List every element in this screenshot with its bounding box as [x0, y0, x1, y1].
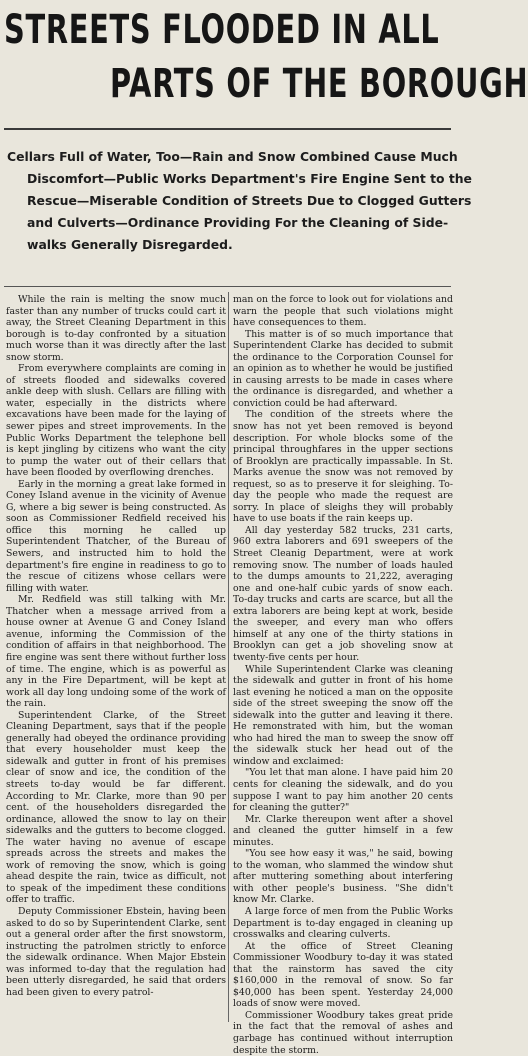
headline-line-2: PARTS OF THE BOROUGH	[110, 61, 528, 107]
headline-rule	[4, 128, 451, 130]
deck-line: Discomfort—Public Works Department's Fire Engine Sent to the	[27, 171, 472, 186]
paragraph: Deputy Commissioner Ebstein, having been asked to do so by Superintendent Clarke, sent out a general order after the first snowstorm, instructing the patrolmen strictly to enforce the sidewalk ordinance. When Major Ebstein was informed to-day that the regulation had been utterly disregarded, he said that orders had been given to every patrol-	[6, 905, 226, 998]
column-divider	[228, 292, 229, 1022]
paragraph: The condition of the streets where the snow has not yet been removed is beyond description. For whole blocks some of the principal throughfares in the upper sections of Brooklyn are practically impassable. In St. Marks avenue the snow was not removed by request, so as to preserve it for sleighing. To-day the people who made the request are sorry. In place of sleighs they will probably have to use boats if the rain keeps up.	[233, 409, 453, 525]
article-column-right	[233, 294, 453, 1056]
deck-line: and Culverts—Ordinance Providing For the Cleaning of Side-	[27, 215, 449, 230]
deck-line: Rescue—Miserable Condition of Streets Due to Clogged Gutters	[27, 193, 472, 208]
paragraph: Mr. Redfield was still talking with Mr. Thatcher when a message arrived from a house owner at Avenue G and Coney Island avenue, informing the Commission of the condition of affairs in that neighborhood. The fire engine was sent there without further loss of time. The engine, which is as powerful as any in the Fire Department, will be kept at work all day long undoing some of the work of the rain.	[6, 594, 226, 710]
article-column-left	[6, 294, 226, 1022]
paragraph: man on the force to look out for violations and warn the people that such violations might have consequences to them.	[233, 294, 453, 329]
paragraph: Commissioner Woodbury takes great pride in the fact that the removal of ashes and garbage has continued without interruption despite the storm.	[233, 1009, 453, 1056]
paragraph: Superintendent Clarke, of the Street Cleaning Department, says that if the people generally had obeyed the ordinance providing that every householder must keep the sidewalk and gutter in front of his premises clear of snow and ice, the condition of the streets to-day would be far different. According to Mr. Clarke, more than 90 per cent. of the householders disregarded the ordinance, allowed the snow to lay on their sidewalks and the gutters to become clogged. The water having no avenue of escape spreads across the streets and makes the work of removing the snow, which is going ahead despite the rain, twice as difficult, not to speak of the impediment these conditions offer to traffic.	[6, 709, 226, 906]
paragraph: From everywhere complaints are coming in of streets flooded and sidewalks covered ankle deep with slush. Cellars are filling with water, especially in the districts where excavations have been made for the laying of sewer pipes and street improvements. In the Public Works Department the telephone bell is kept jingling by citizens who want the city to pump the water out of their cellars that have been flooded by overflowing drenches.	[6, 363, 226, 479]
paragraph: This matter is of so much importance that Superintendent Clarke has decided to submit the ordinance to the Corporation Counsel for an opinion as to whether he would be justified in causing arrests to be made in cases where the ordinance is disregarded, and whether a conviction could be had afterward.	[233, 328, 453, 409]
paragraph: Early in the morning a great lake formed in Coney Island avenue in the vicinity of Avenue G, where a big sewer is being constructed. As soon as Commissioner Redfield received his office this morning he called up Superintendent Thatcher, of the Bureau of Sewers, and instructed him to hold the department's fire engine in readiness to go to the rescue of citizens whose cellars were filling with water.	[6, 478, 226, 594]
deck-line: walks Generally Disregarded.	[27, 237, 233, 252]
paragraph: All day yesterday 582 trucks, 231 carts, 960 extra laborers and 691 sweepers of the Street Cleanig Department, were at work removing snow. The number of loads hauled to the dumps amounts to 21,222, averaging one and one-half cubic yards of snow each. To-day trucks and carts are scarce, but all the extra laborers are being kept at work, beside the sweeper, and every man who offers himself at any one of the thirty stations in Brooklyn can get a job shoveling snow at twenty-five cents per hour.	[233, 524, 453, 663]
paragraph: "You see how easy it was," he said, bowing to the woman, who slammed the window shut after muttering something about interfering with other people's business. "She didn't know Mr. Clarke.	[233, 848, 453, 906]
paragraph: A large force of men from the Public Works Department is to-day engaged in cleaning up crosswalks and clearing culverts.	[233, 905, 453, 941]
headline-line-1: STREETS FLOODED IN ALL	[4, 7, 440, 53]
paragraph: While the rain is melting the snow much faster than any number of trucks could cart it away, the Street Cleaning Department in this borough is to-day confronted by a situation much worse than it was directly after the last snow storm.	[6, 294, 226, 363]
deck-line: Cellars Full of Water, Too—Rain and Snow Combined Cause Much	[7, 149, 458, 164]
paragraph: Mr. Clarke thereupon went after a shovel and cleaned the gutter himself in a few minutes.	[233, 813, 453, 848]
deck-rule	[4, 286, 451, 287]
paragraph: "You let that man alone. I have paid him 20 cents for cleaning the sidewalk, and do you suppose I want to pay him another 20 cents for cleaning the gutter?"	[233, 767, 453, 814]
paragraph: At the office of Street Cleaning Commissioner Woodbury to-day it was stated that the rainstorm has saved the city $160,000 in the removal of snow. So far $40,000 has been spent. Yesterday 24,000 loads of snow were moved.	[233, 940, 453, 1010]
subheadline-deck	[4, 146, 472, 256]
paragraph: While Superintendent Clarke was cleaning the sidewalk and gutter in front of his home last evening he noticed a man on the opposite side of the street sweeping the snow off the sidewalk into the gutter and leaving it there. He remonstrated with him, but the woman who had hired the man to sweep the snow off the sidewalk stuck her head out of the window and exclaimed:	[233, 663, 453, 767]
